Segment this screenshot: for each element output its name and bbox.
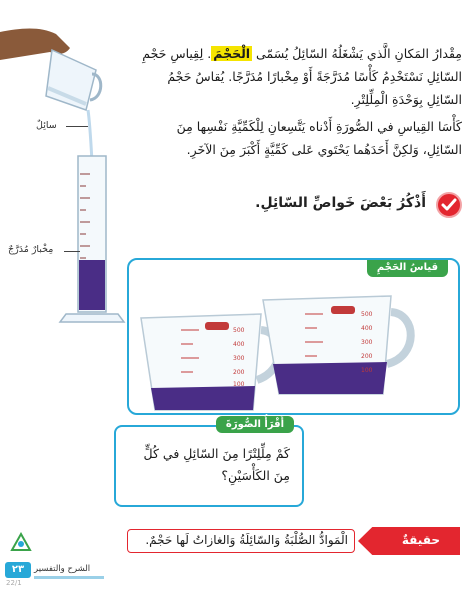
right-cup-mark-100: 100 [361,367,373,374]
measuring-cup-right [263,296,411,394]
footer-accent-bar [34,576,104,579]
question-text: أَذْكُرُ بَعْضَ خَواصِّ السّائِلِ. [255,195,426,211]
read-picture-box [114,419,304,507]
page-reference: 22/1 [6,579,22,587]
right-cup-mark-300: 300 [361,339,373,346]
liquid-label: سائِلٌ [36,120,57,131]
publisher-logo-icon [10,532,32,552]
right-cup-mark-500: 500 [361,311,373,318]
read-picture-tab: أَقْرَأُ الصُّورَةَ [216,416,294,433]
keyword-volume: الْحَجْمَ [213,46,251,61]
footer-book-title: الشرح والتفسير [34,564,91,574]
left-cup-mark-400: 400 [233,341,245,348]
left-cup-mark-200: 200 [233,369,245,376]
cylinder-leader-line [64,251,80,252]
fact-text-box [127,529,355,553]
measuring-cups-illustration [129,260,458,413]
fact-bar [127,527,460,555]
left-cup-mark-300: 300 [233,355,245,362]
paragraph-1 [140,42,462,111]
fact-text: الْمَوادُّ الصُّلْبَةُ وَالسّائِلَةُ وَالغازاتُ لَها حَجْمٌ. [145,533,348,547]
paragraph-2: كَأْسَا القِياسِ في الصُّورَةِ أَدْناه يَتَّسِعانِ لِلْكَمِّيَّةِ نَفْسِها مِنَ السّائِلِ، وَلكِنَّ أَحَدَهُما يَحْتَوي عَلى كَمِّيَّةٍ أَكْبَرَ مِنَ الآخَرِ. [176,119,462,157]
left-cup-mark-500: 500 [233,327,245,334]
paragraph-1-end: . لِقِياسِ حَجْمِ السّائِلِ نَسْتَخْدِمُ كَأْسًا مُدَرَّجَةً أَوْ مِخْبارًا مُدَرَّجًا. يُقاسُ حَجْمُ السّائِلِ بِوَحْدَةِ الْمِلِّلِتْرِ. [142,46,462,107]
read-picture-question: كَمْ مِلِّلِتْرًا مِنَ السّائِلِ في كُلٍّ مِنَ الكَأْسَيْنِ؟ [143,446,290,483]
graduated-cylinder-illustration [0,14,140,334]
left-cup-mark-100: 100 [233,381,245,388]
paragraph-1-start: مِقْدارُ المَكانِ الَّذي يَشْغَلُهُ السّائِلُ يُسَمّى [252,46,462,61]
checkmark-icon [436,192,462,218]
liquid-leader-line [66,126,88,127]
measuring-cups-panel [127,258,460,415]
page-number: ٢٣ [5,562,31,578]
page-footer [0,560,140,580]
right-cup-mark-200: 200 [361,353,373,360]
fact-label: حقيقةٌ [401,533,440,547]
right-cup-mark-400: 400 [361,325,373,332]
panel-tab-label: قياسُ الحَجْمِ [367,259,448,277]
lesson-text [140,42,462,165]
cylinder-label: مِخْبارٌ مُدَرَّجٌ [8,244,54,255]
measuring-cup-left [141,314,279,410]
question-row [200,192,462,220]
